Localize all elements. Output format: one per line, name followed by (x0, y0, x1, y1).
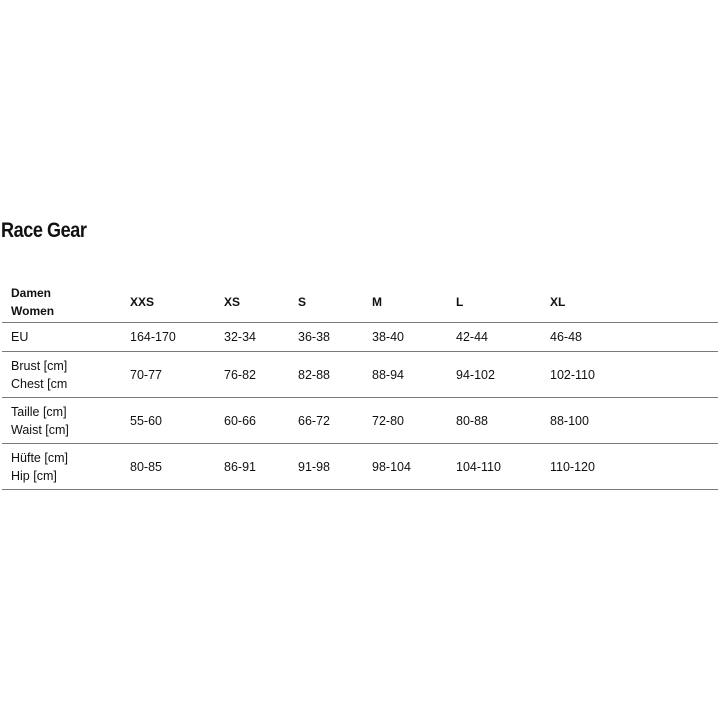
size-header-l: L (447, 282, 541, 323)
table-row-eu (2, 323, 718, 352)
empty-cell (632, 398, 718, 444)
table-cell: 88-100 (541, 398, 632, 444)
table-cell: 88-94 (363, 352, 447, 398)
empty-header-cell (632, 282, 718, 323)
row-label-line2: Hip [cm] (11, 468, 57, 483)
page-title: Race Gear (1, 219, 87, 242)
table-cell: 102-110 (541, 352, 632, 398)
row-label-line1: EU (11, 330, 29, 344)
table-cell: 98-104 (363, 444, 447, 490)
header-label-cell (2, 282, 121, 323)
table-row-chest (2, 352, 718, 398)
row-label-line2: Chest [cm (11, 376, 68, 391)
table-cell: 32-34 (215, 323, 289, 352)
table-cell: 55-60 (121, 398, 215, 444)
empty-cell (632, 444, 718, 490)
table-cell: 72-80 (363, 398, 447, 444)
row-label (2, 398, 121, 444)
header-label-de: Damen (11, 286, 52, 300)
size-header-xs: XS (215, 282, 289, 323)
table-cell: 36-38 (289, 323, 363, 352)
table-cell: 86-91 (215, 444, 289, 490)
table-cell: 110-120 (541, 444, 632, 490)
row-label-line1: Brust [cm] (11, 358, 68, 373)
row-label-line1: Hüfte [cm] (11, 450, 68, 465)
table-cell: 164-170 (121, 323, 215, 352)
size-header-s: S (289, 282, 363, 323)
row-label-line2: Waist [cm] (11, 422, 69, 437)
row-label (2, 352, 121, 398)
table-row-waist (2, 398, 718, 444)
row-label-line1: Taille [cm] (11, 404, 67, 419)
table-cell: 94-102 (447, 352, 541, 398)
header-label-en: Women (11, 304, 55, 318)
size-header-m: M (363, 282, 447, 323)
row-label (2, 444, 121, 490)
table-row-hip (2, 444, 718, 490)
header-row (2, 282, 718, 323)
size-chart-table (2, 282, 718, 490)
table-cell: 82-88 (289, 352, 363, 398)
table-cell: 91-98 (289, 444, 363, 490)
table-cell: 46-48 (541, 323, 632, 352)
table-cell: 38-40 (363, 323, 447, 352)
table-cell: 80-85 (121, 444, 215, 490)
table-cell: 42-44 (447, 323, 541, 352)
table-cell: 80-88 (447, 398, 541, 444)
table-cell: 76-82 (215, 352, 289, 398)
empty-cell (632, 352, 718, 398)
size-header-xl: XL (541, 282, 632, 323)
size-header-xxs: XXS (121, 282, 215, 323)
table-cell: 104-110 (447, 444, 541, 490)
table-cell: 70-77 (121, 352, 215, 398)
row-label (2, 323, 121, 352)
table-cell: 60-66 (215, 398, 289, 444)
empty-cell (632, 323, 718, 352)
table-cell: 66-72 (289, 398, 363, 444)
